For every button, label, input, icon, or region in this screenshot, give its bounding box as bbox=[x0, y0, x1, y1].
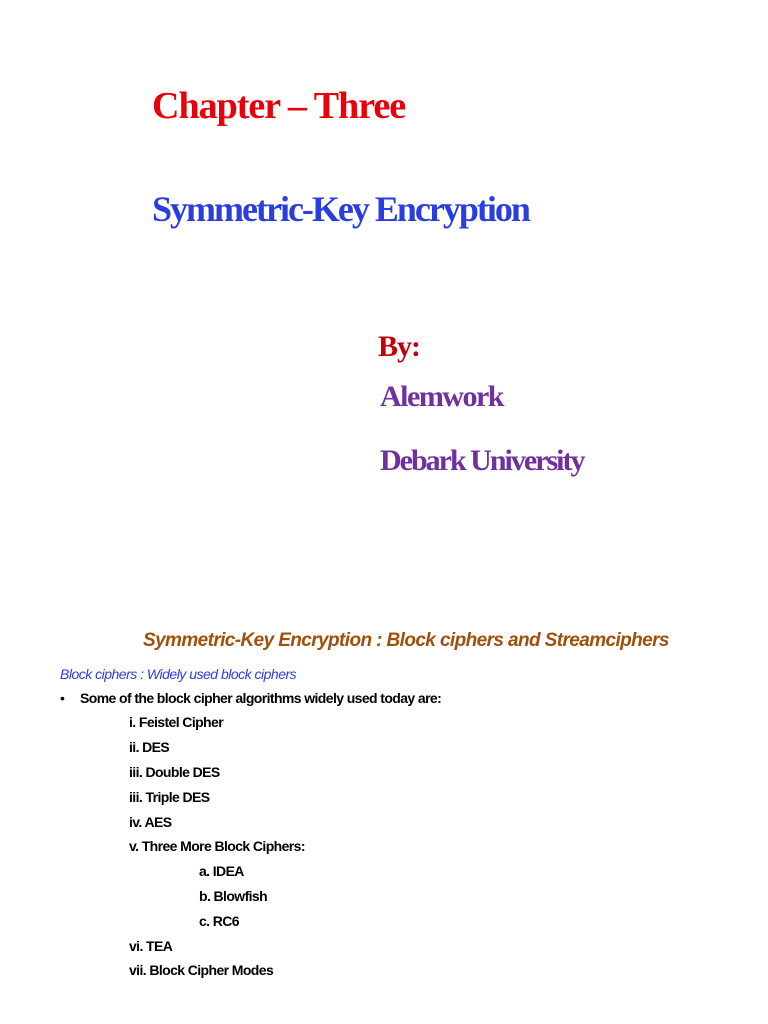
intro-bullet bbox=[60, 690, 441, 706]
list-item-des: ii. DES bbox=[129, 739, 170, 755]
subheading: Block ciphers : Widely used block ciphers bbox=[60, 666, 297, 682]
document-title: Symmetric-Key Encryption bbox=[152, 189, 529, 229]
list-item-block-cipher-modes: vii. Block Cipher Modes bbox=[129, 962, 274, 978]
intro-text: Some of the block cipher algorithms widely used today are: bbox=[80, 690, 442, 706]
list-item-feistel: i. Feistel Cipher bbox=[129, 714, 224, 730]
by-label: By: bbox=[378, 330, 420, 363]
list-item-blowfish: b. Blowfish bbox=[199, 888, 268, 904]
section-heading: Symmetric-Key Encryption : Block ciphers and Streamciphers bbox=[143, 630, 669, 651]
author-name: Alemwork bbox=[380, 380, 503, 413]
bullet-icon: • bbox=[60, 690, 65, 706]
list-item-aes: iv. AES bbox=[129, 814, 172, 830]
list-item-rc6: c. RC6 bbox=[199, 913, 239, 929]
chapter-title: Chapter – Three bbox=[152, 85, 406, 127]
list-item-three-more: v. Three More Block Ciphers: bbox=[129, 838, 305, 854]
list-item-tea: vi. TEA bbox=[129, 938, 173, 954]
list-item-idea: a. IDEA bbox=[199, 863, 244, 879]
list-item-double-des: iii. Double DES bbox=[129, 764, 220, 780]
list-item-triple-des: iii. Triple DES bbox=[129, 789, 210, 805]
institution-name: Debark University bbox=[380, 444, 584, 477]
